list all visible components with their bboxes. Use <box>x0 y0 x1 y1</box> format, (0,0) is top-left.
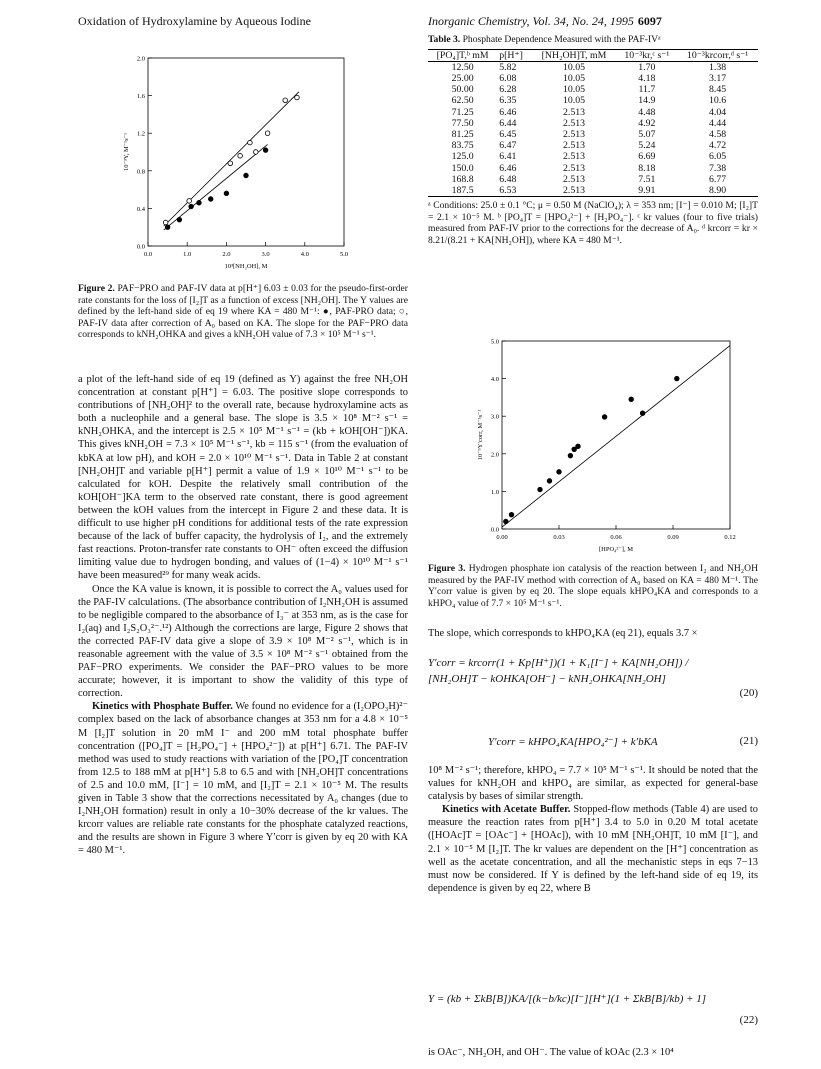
figure-2-label: Figure 2. <box>78 283 115 294</box>
table-cell: 6.05 <box>709 151 727 163</box>
table-cell: 187.5 <box>451 185 474 197</box>
table-cell: 1.38 <box>709 61 727 73</box>
paragraph: 10⁸ M⁻² s⁻¹; therefore, kHPO₄ = 7.7 × 10⁵ M⁻¹ s⁻¹. It should be noted that the values for kNH₂OH and kHPO₄ are similar, as expected for general-base catalysis by bases of similar strength. <box>428 765 758 803</box>
table-cell: 10.05 <box>563 95 586 107</box>
table-cell: 7.51 <box>638 173 656 185</box>
table-row <box>428 95 758 106</box>
data-point-filled <box>576 444 581 449</box>
table-cell: 10.05 <box>563 84 586 96</box>
table-cell: 2.513 <box>563 173 586 185</box>
table-cell: 81.25 <box>451 129 474 141</box>
table-row <box>428 61 758 73</box>
table-header-cell: p[H⁺] <box>499 49 523 61</box>
table-cell: 4.48 <box>638 106 656 118</box>
data-point-open <box>163 220 168 225</box>
table-cell: 2.513 <box>563 162 586 174</box>
table-cell: 8.45 <box>709 84 727 96</box>
section-heading: Kinetics with Acetate Buffer. <box>442 804 571 816</box>
table-cell: 6.47 <box>499 140 517 152</box>
figure-2-caption-text: PAF−PRO and PAF-IV data at p[H⁺] 6.03 ± 0.03 for the pseudo-first-order rate constants for the loss of [I₂]T as a function of excess [NH₂OH]. The Y values are defined by the left-hand side of eq 19 where KA = 480 M⁻¹: ●, PAF-PRO data; ○, PAF-IV data after correction of A₀ based on KA. The slope for the PAF−PRO data corresponds to kNH₂OHKA and gives a kNH₂OH value of 7.3 × 10⁵ M⁻¹ s⁻¹. <box>78 283 408 341</box>
x-tick-label: 3.0 <box>261 251 270 258</box>
equation-21-text: Y′corr = kHPO₄KA[HPO₄²⁻] + k′bKA <box>488 736 658 748</box>
table-3-footnote: ᵃ Conditions: 25.0 ± 0.1 °C; μ = 0.50 M (NaClO₄); λ = 353 nm; [I⁻] = 0.010 M; [I₂]T = 2.1 × 10⁻⁵ M. ᵇ [PO₄]T = [HPO₄²⁻] + [H₂PO₄⁻]. ᶜ kr values (four to five trials) measured from PAF-IV prior to the corrections for the decrease of A₀. ᵈ krcorr = kr × 8.21/(8.21 + KA[NH₂OH]), where KA = 480 M⁻¹. <box>428 200 758 247</box>
journal-citation: Inorganic Chemistry, Vol. 34, No. 24, 1995 <box>428 14 634 28</box>
table-cell: 6.28 <box>499 84 517 96</box>
paragraph: The slope, which corresponds to kHPO₄KA (eq 21), equals 3.7 × <box>428 628 698 639</box>
equation-20 <box>428 655 758 703</box>
x-tick-label: 0.0 <box>143 251 153 258</box>
table-header-cell: [NH₂OH]T, mM <box>541 49 607 61</box>
paragraph <box>78 700 408 857</box>
data-point-filled <box>675 376 680 381</box>
table-cell: 2.513 <box>563 106 586 118</box>
table-cell: 6.08 <box>499 73 517 84</box>
data-point-open <box>228 161 233 166</box>
data-point-filled <box>263 148 268 153</box>
equation-21 <box>428 735 758 748</box>
y-tick-label: 4.0 <box>490 376 499 384</box>
data-point-open <box>265 131 270 136</box>
table-cell: 2.513 <box>563 185 586 197</box>
data-point-filled <box>504 519 509 524</box>
table-cell: 50.00 <box>451 84 474 96</box>
table-cell: 4.18 <box>638 73 656 84</box>
table-row <box>428 151 758 162</box>
table-cell: 5.82 <box>499 61 517 73</box>
table-cell: 4.04 <box>709 106 727 118</box>
equation-20-text: Y′corr = krcorr(1 + Kp[H⁺])(1 + K₁[I⁻] + KA[NH₂OH]) / [NH₂OH]T − kOHKA[OH⁻] − kNH₂OHKA[NH₂OH] <box>428 657 689 685</box>
table-cell: 6.44 <box>499 117 517 129</box>
paragraph: a plot of the left-hand side of eq 19 (defined as Y) against the free NH₂OH concentration at constant p[H⁺] = 6.03. The positive slope corresponds to contributions of [NH₂OH]² to the overall rate, because hydroxylamine acts as both a nucleophile and a general base. The slope is 3.5 × 10⁸ M⁻² s⁻¹ = kNH₂OHKA, and the intercept is 2.5 × 10⁵ M⁻¹ s⁻¹ = (kb + kOH[OH⁻])KA. This gives kNH₂OH = 7.3 × 10⁵ M⁻¹ s⁻¹, kb = 115 s⁻¹ (from the evaluation of kbKA at low pH), and kOH = 2.0 × 10¹⁰ M⁻¹ s⁻¹. Data in Table 2 at constant [NH₂OH]T and variable p[H⁺] permit a value of 1.9 × 10¹⁰ M⁻¹ s⁻¹ to be calculated for kOH. Despite the relatively small contribution of the kOH[OH⁻]KA term to the observed rate constant, there is good agreement between the kOH values from the intercept in Figure 2 and these data. It is difficult to use higher pH conditions for additional tests of the rate expression because of the lack of buffer capacity, the hydrolysis of I₂, and the extremely fast reactions. Proton-transfer rate constants to OH⁻ often exceed the diffusion limiting value due to hydrogen bonding, and values of (1−4) × 10¹⁰ M⁻¹ s⁻¹ have been measured²⁹ for many weak acids. <box>78 374 408 582</box>
y-tick-label: 5.0 <box>490 338 499 346</box>
data-point-filled <box>177 217 182 222</box>
equation-22 <box>428 992 758 1028</box>
x-tick-label: 0.06 <box>610 534 622 541</box>
data-point-filled <box>547 479 552 484</box>
table-cell: 168.8 <box>451 173 474 185</box>
data-point-open <box>254 150 259 155</box>
table-cell: 71.25 <box>451 106 474 118</box>
data-point-filled <box>509 512 514 517</box>
table-cell: 6.46 <box>499 162 517 174</box>
data-point-open <box>238 153 243 158</box>
data-point-filled <box>629 397 634 402</box>
x-tick-label: 0.12 <box>724 534 736 541</box>
x-tick-label: 1.0 <box>183 251 192 258</box>
data-point-filled <box>538 487 543 492</box>
table-3 <box>428 34 758 247</box>
section-heading: Kinetics with Phosphate Buffer. <box>92 701 233 713</box>
table-cell: 1.70 <box>638 61 656 73</box>
data-point-filled <box>208 197 213 202</box>
table-cell: 2.513 <box>563 140 586 152</box>
left-column-text <box>78 373 408 857</box>
table-cell: 150.0 <box>451 162 474 174</box>
table-cell: 6.45 <box>499 129 517 141</box>
fit-line-iv <box>164 92 299 226</box>
right-column-text <box>428 627 758 640</box>
table-row <box>428 140 758 151</box>
page-number: 6097 <box>637 14 662 28</box>
x-axis-label: 10³[NH₂OH], M <box>224 263 268 270</box>
table-cell: 10.05 <box>563 61 586 73</box>
table-cell: 2.513 <box>563 117 586 129</box>
table-cell: 9.91 <box>638 185 656 197</box>
equation-21-number: (21) <box>739 735 758 747</box>
x-tick-label: 2.0 <box>222 251 231 258</box>
table-cell: 6.48 <box>499 173 517 185</box>
table-cell: 4.72 <box>709 140 727 152</box>
table-row <box>428 73 758 84</box>
table-cell: 25.00 <box>451 73 474 84</box>
table-cell: 3.17 <box>709 73 727 84</box>
table-header-cell: 10⁻³kr,ᶜ s⁻¹ <box>624 49 670 61</box>
table-row <box>428 118 758 129</box>
table-cell: 83.75 <box>451 140 474 152</box>
table-cell: 10.6 <box>709 95 727 107</box>
table-cell: 62.50 <box>451 95 474 107</box>
data-point-filled <box>189 204 194 209</box>
table-cell: 77.50 <box>451 117 474 129</box>
plot-frame <box>502 341 730 529</box>
data-point-open <box>283 98 288 103</box>
x-tick-label: 0.03 <box>553 534 565 541</box>
table-cell: 11.7 <box>638 84 656 96</box>
y-tick-label: 1.0 <box>490 488 499 496</box>
table-cell: 6.69 <box>638 151 656 163</box>
paragraph-text: Stopped-flow methods (Table 4) are used to measure the reaction rates from p[H⁺] 3.4 to 5.0 in 0.20 M total acetate ([HOAc]T = [OAc⁻] + [HOAc]), with 10 mM [NH₂OH]T, 10 mM [I⁻], and 2.1 × 10⁻⁵ M [I₂]T. The kr values are dependent on the [H⁺] concentration as well as the acetate concentration, and all the mechanistic steps in eqs 7−13 must now be considered. If Y is defined by the left-hand side of eq 19, its dependence is given by eq 22, where B <box>428 804 758 894</box>
y-tick-label: 0.8 <box>136 168 145 176</box>
right-column-text-3 <box>428 1046 758 1059</box>
x-tick-label: 0.00 <box>496 534 508 541</box>
paragraph: is OAc⁻, NH₂OH, and OH⁻. The value of kOAc (2.3 × 10⁴ <box>428 1047 674 1058</box>
figure-3-caption-text: Hydrogen phosphate ion catalysis of the reaction between I₂ and NH₂OH measured by the PAF-IV method with correction of A₀ based on KA = 480 M⁻¹. The Y′corr value is given by eq 20. The slope equals kHPO₄KA and corresponds to a kHPO₄ value of 7.7 × 10⁵ M⁻¹ s⁻¹. <box>428 563 758 609</box>
table-3-title: Phosphate Dependence Measured with the PAF-IVᵃ <box>462 34 661 45</box>
figure-2-chart <box>120 52 360 280</box>
table-3-label: Table 3. <box>428 34 461 45</box>
y-tick-label: 0.4 <box>136 205 145 213</box>
y-tick-label: 2.0 <box>136 55 145 63</box>
table-cell: 6.35 <box>499 95 517 107</box>
figure-3-chart <box>470 335 738 560</box>
x-tick-label: 4.0 <box>300 251 309 258</box>
running-header: Oxidation of Hydroxylamine by Aqueous Iodine <box>78 14 311 28</box>
data-point-filled <box>244 173 249 178</box>
table-row <box>428 129 758 140</box>
table-header-cell: [PO₄]T,ᵇ mM <box>436 49 489 61</box>
table-cell: 7.38 <box>709 162 727 174</box>
figure-2-caption <box>78 283 408 341</box>
table-cell: 5.24 <box>638 140 656 152</box>
plot-frame <box>148 58 344 246</box>
paragraph-text: We found no evidence for a (I₂OPO₃H)²⁻ complex based on the lack of absorbance changes at 353 nm for a 4.8 × 10⁻⁵ M [I₂]T solution in 20 mM I⁻ and 200 mM total phosphate buffer concentration ([PO₄]T = [H₂PO₄⁻] + [HPO₄²⁻]) at p[H⁺] 6.71. The PAF-IV method was used to study reactions with variation of the [PO₄]T concentration from 12.5 to 188 mM at p[H⁺] 5.8 to 6.5 and with [NH₂OH]T concentrations of 2.5 and 10.0 mM, [I⁻] = 10 mM, and [I₂]T = 2.1 × 10⁻⁵ M. The results given in Table 3 show that the corrections necessitated by A₀ changes (due to I₂NH₂OH formation) result in only a 10−30% decrease of the kr values. The krcorr values are reliable rate constants for the phosphate catalyzed reactions, and the results are shown in Figure 3 where Y′corr is given by eq 20 with KA = 480 M⁻¹. <box>78 701 408 857</box>
right-column-text-2 <box>428 764 758 895</box>
equation-20-number: (20) <box>739 687 758 699</box>
table-cell: 6.46 <box>499 106 517 118</box>
table-row <box>428 185 758 197</box>
y-tick-label: 0.0 <box>490 526 499 534</box>
table-cell: 4.44 <box>709 117 727 129</box>
table-cell: 6.53 <box>499 185 517 197</box>
x-axis-label: [HPO₄²⁻], M <box>598 546 634 553</box>
table-cell: 8.90 <box>709 185 727 197</box>
table-cell: 14.9 <box>638 95 656 107</box>
y-tick-label: 3.0 <box>490 413 499 421</box>
data-point-open <box>295 95 300 100</box>
y-tick-label: 1.2 <box>136 130 145 138</box>
x-tick-label: 5.0 <box>339 251 349 258</box>
data-point-open <box>248 140 253 145</box>
y-tick-label: 2.0 <box>490 451 499 459</box>
y-axis-label: 10⁻³Y, M⁻¹s⁻¹ <box>123 132 130 172</box>
table-cell: 6.41 <box>499 151 517 163</box>
data-point-filled <box>165 225 170 230</box>
y-tick-label: 0.0 <box>136 243 145 251</box>
table-row <box>428 107 758 118</box>
data-point-filled <box>602 415 607 420</box>
table-cell: 2.513 <box>563 129 586 141</box>
equation-22-number: (22) <box>739 1014 758 1026</box>
table-cell: 6.77 <box>709 173 727 185</box>
table-cell: 4.58 <box>709 129 727 141</box>
table-cell: 8.18 <box>638 162 656 174</box>
table-cell: 5.07 <box>638 129 656 141</box>
journal-header <box>428 14 662 29</box>
y-axis-label: 10⁻⁵Y′corr, M⁻¹s⁻¹ <box>477 409 484 461</box>
table-row <box>428 84 758 95</box>
data-point-open <box>187 199 192 204</box>
figure-3-caption <box>428 563 758 609</box>
table-row <box>428 174 758 185</box>
paragraph <box>428 803 758 895</box>
table-cell: 125.0 <box>451 151 474 163</box>
paragraph: Once the KA value is known, it is possible to correct the A₀ values used for the PAF-IV calculations. (The absorbance contribution of I₂NH₂OH is assumed to be negligible compared to the absorbance of I₃⁻ at 353 nm, as is the case for I₂(aq) and I₂S₂O₃²⁻.¹²) Although the corrections are large, Figure 2 shows that the corrected PAF-IV data give a slope of 3.9 × 10⁸ M⁻² s⁻¹, which is in reasonable agreement with the value of 3.5 × 10⁸ M⁻² s⁻¹ obtained from the PAF−PRO experiments. We consider the PAF−PRO values to be more accurate; however, it is important to show the validity of this type of correction. <box>78 583 408 700</box>
table-cell: 2.513 <box>563 151 586 163</box>
data-point-filled <box>568 453 573 458</box>
figure-3-label: Figure 3. <box>428 563 466 574</box>
y-tick-label: 1.6 <box>136 93 145 101</box>
data-point-filled <box>557 470 562 475</box>
data-point-filled <box>640 411 645 416</box>
data-point-filled <box>197 200 202 205</box>
table-cell: 4.92 <box>638 117 656 129</box>
table-cell: 10.05 <box>563 73 586 84</box>
fit-line <box>502 346 730 528</box>
table-cell: 12.50 <box>451 61 474 73</box>
x-tick-label: 0.09 <box>667 534 679 541</box>
table-row <box>428 163 758 174</box>
table-header-cell: 10⁻³krcorr,ᵈ s⁻¹ <box>686 49 749 61</box>
equation-22-text: Y = (kb + ΣkB[B])KA/[(k−b/kc)[I⁻][H⁺](1 + ΣkB[B]/kb) + 1] <box>428 993 707 1005</box>
data-point-filled <box>224 191 229 196</box>
